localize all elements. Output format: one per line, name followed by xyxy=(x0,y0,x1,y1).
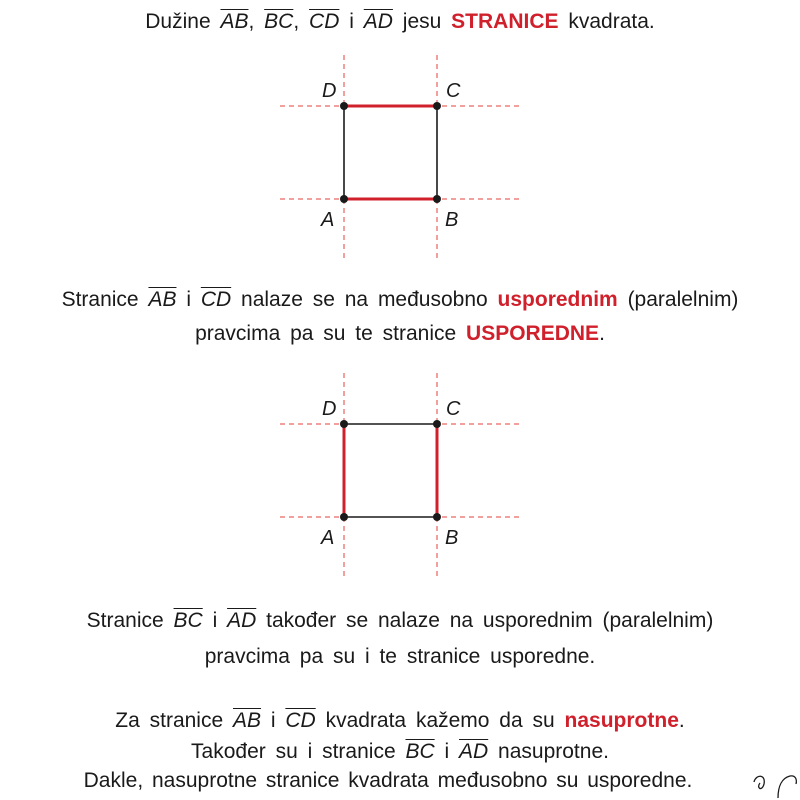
segment-ab: $\overline{AB}$ xyxy=(148,288,177,311)
opposite-sides-line-2 xyxy=(0,738,800,766)
segment-bc: $\overline{BC}$ xyxy=(264,10,294,33)
also-parallel-line-2 xyxy=(0,643,800,671)
vertex-b xyxy=(433,513,441,521)
segment-ad: $\overline{AD}$ xyxy=(227,609,257,632)
also-parallel-line-1 xyxy=(0,607,800,635)
text: kvadrata kažemo da su xyxy=(325,709,555,732)
vertex-b xyxy=(433,195,441,203)
highlight-stranice: STRANICE xyxy=(451,10,559,33)
text: nasuprotne. xyxy=(498,740,609,763)
period: . xyxy=(678,709,685,732)
vertex-d xyxy=(340,420,348,428)
intro-line xyxy=(0,8,800,36)
segment-cd: $\overline{CD}$ xyxy=(285,709,316,732)
text: Stranice xyxy=(61,288,139,311)
label-d: D xyxy=(322,80,337,102)
comma: , xyxy=(293,10,300,33)
label-a: A xyxy=(321,209,335,231)
text: Dužine xyxy=(145,10,211,33)
label-d: D xyxy=(322,398,337,420)
text: Stranice xyxy=(86,609,164,632)
text: pravcima pa su i te stranice usporedne. xyxy=(204,645,596,668)
parallel-paragraph-line-1 xyxy=(0,286,800,314)
conjunction: i xyxy=(444,740,450,763)
text: pravcima pa su te stranice xyxy=(195,322,457,345)
parallel-paragraph-line-2 xyxy=(0,320,800,348)
highlight-usporedne: USPOREDNE xyxy=(466,322,600,345)
conjunction: i xyxy=(186,288,191,311)
text: jesu xyxy=(402,10,442,33)
opposite-sides-line-1 xyxy=(0,707,800,735)
vertex-a xyxy=(340,195,348,203)
segment-ab: $\overline{AB}$ xyxy=(233,709,262,732)
highlight-nasuprotne: nasuprotne xyxy=(564,709,679,732)
text: (paralelnim) xyxy=(627,288,739,311)
opposite-sides-line-3 xyxy=(0,767,788,795)
decorative-curl-icon xyxy=(752,772,798,800)
vertex-c xyxy=(433,420,441,428)
text: Za stranice xyxy=(115,709,224,732)
conjunction: i xyxy=(349,10,354,33)
segment-cd: $\overline{CD}$ xyxy=(309,10,340,33)
vertex-a xyxy=(340,513,348,521)
square-figure-horizontal xyxy=(270,55,530,265)
label-b: B xyxy=(445,209,459,231)
vertex-d xyxy=(340,102,348,110)
segment-ab: $\overline{AB}$ xyxy=(220,10,249,33)
text: kvadrata. xyxy=(568,10,655,33)
segment-ad: $\overline{AD}$ xyxy=(363,10,393,33)
vertex-c xyxy=(433,102,441,110)
period: . xyxy=(599,322,605,345)
conjunction: i xyxy=(212,609,218,632)
highlight-usporednim: usporednim xyxy=(497,288,618,311)
segment-bc: $\overline{BC}$ xyxy=(173,609,203,632)
text: Također su i stranice xyxy=(191,740,396,763)
label-b: B xyxy=(445,527,459,549)
text: nalaze se na međusobno xyxy=(241,288,488,311)
comma: , xyxy=(248,10,255,33)
conjunction: i xyxy=(270,709,276,732)
segment-bc: $\overline{BC}$ xyxy=(405,740,435,763)
text: također se nalaze na usporednim (paralelnim) xyxy=(266,609,714,632)
square-figure-vertical xyxy=(270,373,530,583)
label-c: C xyxy=(446,398,461,420)
label-a: A xyxy=(321,527,335,549)
conclusion-text: Dakle, nasuprotne stranice kvadrata međusobno su usporedne. xyxy=(83,769,693,792)
segment-cd: $\overline{CD}$ xyxy=(200,288,232,311)
label-c: C xyxy=(446,80,461,102)
segment-ad: $\overline{AD}$ xyxy=(459,740,489,763)
